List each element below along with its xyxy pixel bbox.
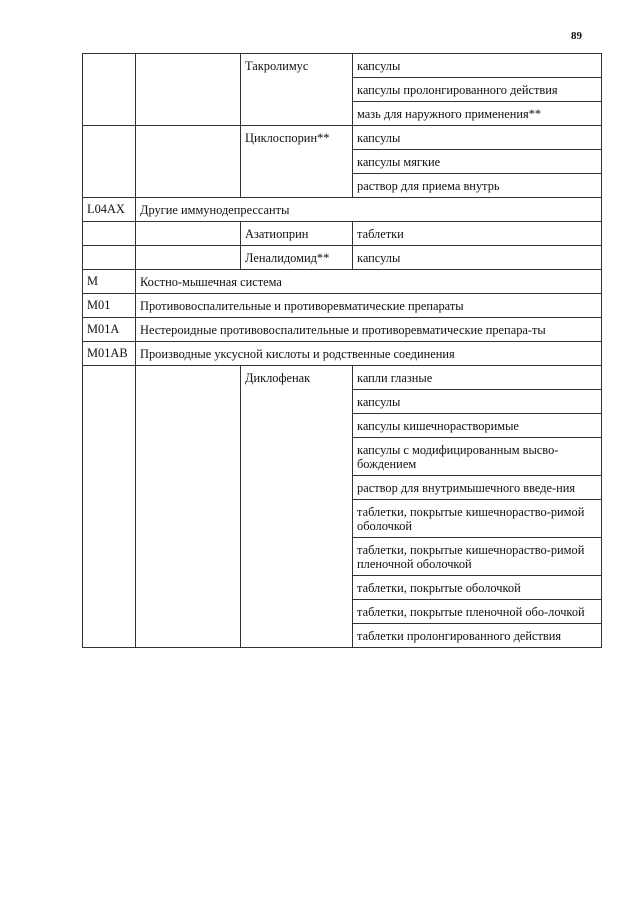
dosage-form-item: капсулы кишечнорастворимые xyxy=(353,414,601,438)
drug-name-text: Циклоспорин** xyxy=(245,131,330,145)
group-title xyxy=(136,198,602,222)
atc-code: M xyxy=(83,270,136,294)
empty-code-cell xyxy=(83,126,136,198)
dosage-form-item: капли глазные xyxy=(353,366,601,390)
group-row xyxy=(83,342,602,366)
dosage-form-item: таблетки, покрытые оболочкой xyxy=(353,576,601,600)
group-title-text: Костно-мышечная система xyxy=(140,275,282,289)
dosage-form-item: капсулы xyxy=(357,251,401,265)
dosage-form-item: таблетки, покрытые кишечнораство-римой оболочкой xyxy=(353,500,601,538)
dosage-form-item: таблетки xyxy=(357,227,404,241)
drug-row xyxy=(83,366,602,648)
dosage-form-item: таблетки, покрытые пленочной обо-лочкой xyxy=(353,600,601,624)
dosage-form-item: раствор для внутримышечного введе-ния xyxy=(353,476,601,500)
drug-name-text: Диклофенак xyxy=(245,371,311,385)
dosage-form-item: таблетки, покрытые кишечнораство-римой пленочной оболочкой xyxy=(353,538,601,576)
atc-code: L04AX xyxy=(83,198,136,222)
empty-code-cell xyxy=(83,222,136,246)
dosage-forms xyxy=(353,222,602,246)
dosage-form-item: мазь для наружного применения** xyxy=(357,107,542,121)
empty-code-cell xyxy=(83,54,136,126)
empty-group-cell xyxy=(136,246,241,270)
drug-row xyxy=(83,246,602,270)
dosage-form-item: капсулы xyxy=(353,390,601,414)
drug-name xyxy=(241,246,353,270)
empty-code-cell xyxy=(83,246,136,270)
empty-group-cell xyxy=(136,54,241,126)
drug-row xyxy=(83,126,602,198)
dosage-forms xyxy=(353,54,602,126)
group-title-text: Нестероидные противовоспалительные и противоревматические препара-ты xyxy=(140,323,546,337)
drug-name-text: Леналидомид** xyxy=(245,251,330,265)
atc-code: M01 xyxy=(83,294,136,318)
dosage-form-item: капсулы xyxy=(353,126,601,150)
group-title xyxy=(136,318,602,342)
empty-code-cell xyxy=(83,366,136,648)
dosage-form-item: раствор для приема внутрь xyxy=(357,179,500,193)
drug-name-text: Азатиоприн xyxy=(245,227,309,241)
empty-group-cell xyxy=(136,126,241,198)
empty-group-cell xyxy=(136,366,241,648)
dosage-form-item: капсулы мягкие xyxy=(353,150,601,174)
page-number: 89 xyxy=(571,30,582,42)
dosage-form-item: капсулы xyxy=(353,54,601,78)
group-title xyxy=(136,294,602,318)
drug-classification-table xyxy=(82,53,602,648)
dosage-forms xyxy=(353,366,602,648)
drug-row xyxy=(83,54,602,126)
group-row xyxy=(83,198,602,222)
drug-name xyxy=(241,222,353,246)
empty-group-cell xyxy=(136,222,241,246)
group-title-text: Противовоспалительные и противоревматические препараты xyxy=(140,299,464,313)
group-row xyxy=(83,294,602,318)
group-row xyxy=(83,270,602,294)
atc-code: M01AB xyxy=(83,342,136,366)
dosage-forms xyxy=(353,126,602,198)
drug-row xyxy=(83,222,602,246)
drug-name xyxy=(241,54,353,126)
group-title xyxy=(136,342,602,366)
drug-name xyxy=(241,126,353,198)
group-row xyxy=(83,318,602,342)
group-title xyxy=(136,270,602,294)
atc-code: M01A xyxy=(83,318,136,342)
dosage-form-item: таблетки пролонгированного действия xyxy=(357,629,562,643)
dosage-forms xyxy=(353,246,602,270)
dosage-form-item: капсулы с модифицированным высво-бождением xyxy=(353,438,601,476)
group-title-text: Производные уксусной кислоты и родственные соединения xyxy=(140,347,455,361)
group-title-text: Другие иммунодепрессанты xyxy=(140,203,290,217)
dosage-form-item: капсулы пролонгированного действия xyxy=(353,78,601,102)
drug-name-text: Такролимус xyxy=(245,59,309,73)
drug-name xyxy=(241,366,353,648)
